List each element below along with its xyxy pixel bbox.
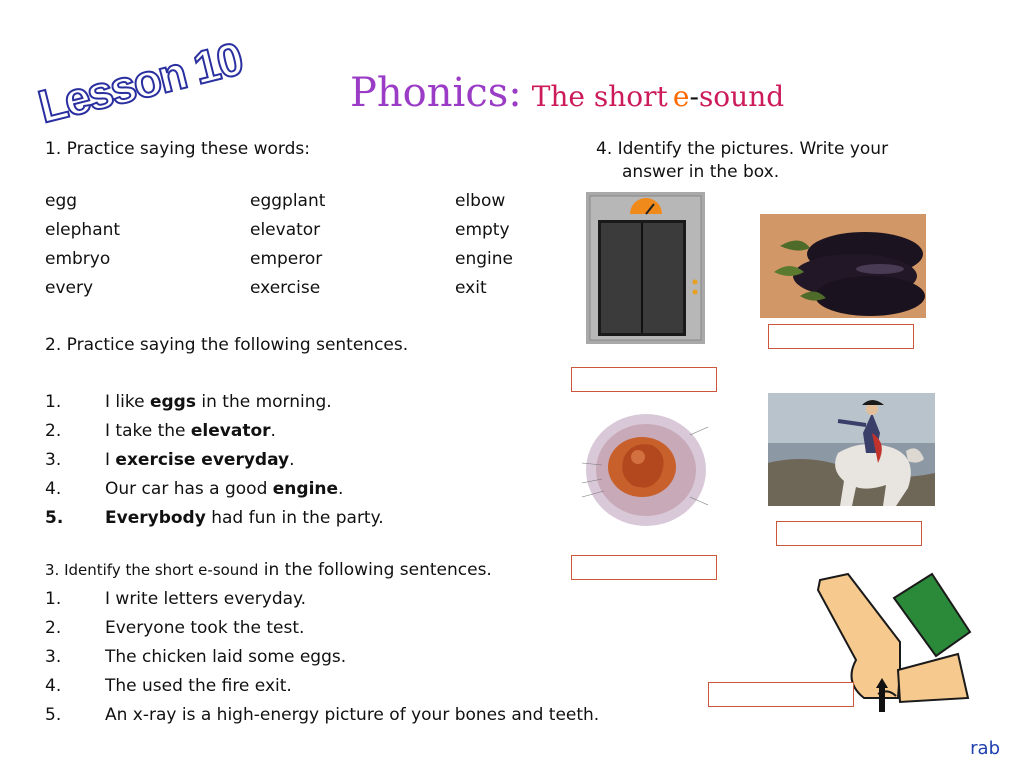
answer-box-elevator[interactable] (571, 367, 717, 392)
list-item: 4. Our car has a good engine. (45, 479, 344, 499)
footer-credit: rab (970, 738, 1000, 759)
answer-box-embryo[interactable] (571, 555, 717, 580)
list-item: 1. I write letters everyday. (45, 589, 307, 609)
word: every (45, 278, 94, 298)
word: empty (455, 220, 510, 240)
list-item: 5. Everybody had fun in the party. (45, 508, 384, 528)
answer-box-elbow[interactable] (708, 682, 854, 707)
page-title (350, 70, 784, 116)
section4-line2: answer in the box. (622, 162, 780, 182)
title-e: e (672, 80, 690, 113)
title-sound: sound (698, 80, 785, 113)
section2-heading: 2. Practice saying the following sentences. (45, 335, 409, 355)
word: exit (455, 278, 487, 298)
answer-box-emperor[interactable] (776, 521, 922, 546)
word: embryo (45, 249, 111, 269)
list-item: 3. The chicken laid some eggs. (45, 647, 347, 667)
word: exercise (250, 278, 321, 298)
word: elephant (45, 220, 121, 240)
title-phonics: Phonics: (350, 70, 522, 116)
section1-heading: 1. Practice saying these words: (45, 139, 310, 159)
list-item: 5. An x-ray is a high-energy picture of your bones and teeth. (45, 705, 600, 725)
word: eggplant (250, 191, 326, 211)
section3-heading: 3. Identify the short e-sound in the following sentences. (45, 560, 492, 580)
list-item: 2. I take the elevator. (45, 421, 276, 441)
word: elevator (250, 220, 321, 240)
title-the-short: The short (531, 80, 668, 113)
elevator-picture (586, 192, 705, 344)
word: egg (45, 191, 78, 211)
word: engine (455, 249, 513, 269)
title-dash: - (689, 80, 699, 113)
emperor-picture (768, 393, 935, 506)
list-item: 2. Everyone took the test. (45, 618, 305, 638)
embryo-picture (572, 405, 720, 535)
word: elbow (455, 191, 506, 211)
list-item: 4. The used the fire exit. (45, 676, 292, 696)
eggplant-picture (760, 214, 926, 318)
section4-line1: 4. Identify the pictures. Write your (596, 139, 889, 159)
list-item: 3. I exercise everyday. (45, 450, 295, 470)
answer-box-eggplant[interactable] (768, 324, 914, 349)
word: emperor (250, 249, 323, 269)
list-item: 1. I like eggs in the morning. (45, 392, 332, 412)
lesson-badge: Lesson 10 (33, 32, 247, 133)
